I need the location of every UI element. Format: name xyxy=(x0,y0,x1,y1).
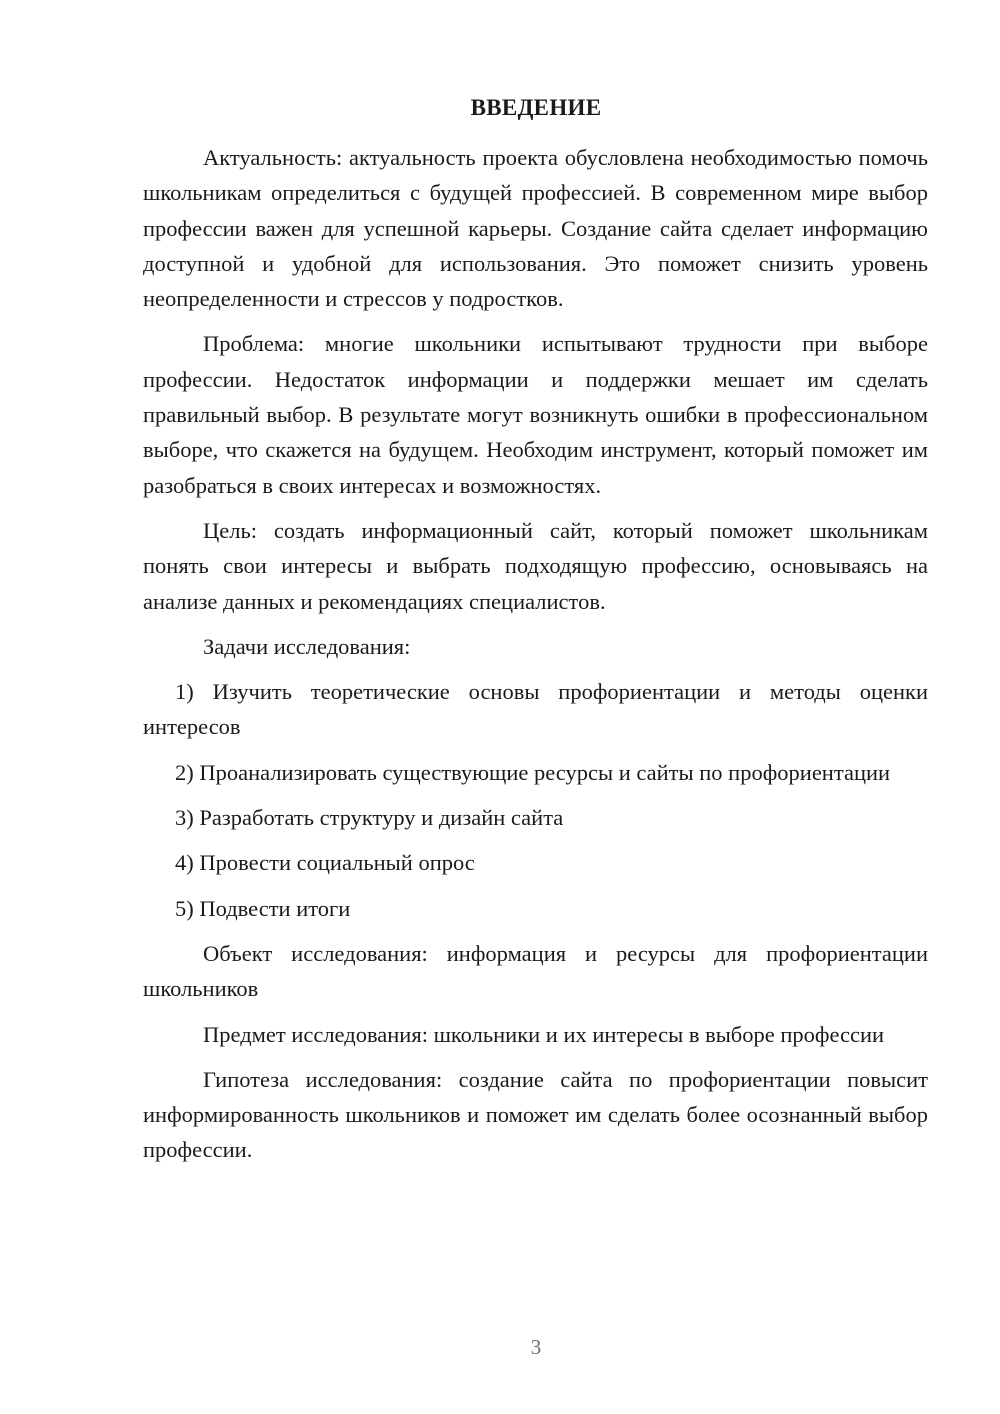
problem-paragraph: Проблема: многие школьники испытывают трудности при выборе профессии. Недостаток информации и поддержки мешает им сделать правильный выбор. В результате могут возникнуть ошибки в профессиональном выборе, что скажется на будущем. Необходим инструмент, который поможет им разобраться в своих интересах и возможностях. xyxy=(143,331,928,498)
goal-paragraph: Цель: создать информационный сайт, который поможет школьникам понять свои интересы и выбрать подходящую профессию, основываясь на анализе данных и рекомендациях специалистов. xyxy=(143,517,928,614)
tasks-heading: Задачи исследования: xyxy=(203,633,411,659)
task-item: 1) Изучить теоретические основы профориентации и методы оценки интересов xyxy=(143,679,928,740)
object-paragraph: Объект исследования: информация и ресурсы для профориентации школьников xyxy=(143,940,928,1002)
page-number: 3 xyxy=(530,1335,542,1359)
task-item: 5) Подвести итоги xyxy=(175,895,351,921)
subject-paragraph: Предмет исследования: школьники и их интересы в выборе профессии xyxy=(203,1021,885,1047)
relevance-paragraph: Актуальность: актуальность проекта обусловлена необходимостью помочь школьникам определиться с будущей профессией. В современном мире выбор профессии важен для успешной карьеры. Создание сайта сделает информацию доступной и удобной для использования. Это поможет снизить уровень неопределенности и стрессов у подростков. xyxy=(143,145,928,312)
hypothesis-paragraph: Гипотеза исследования: создание сайта по профориентации повысит информированность школьников и поможет им сделать более осознанный выбор профессии. xyxy=(143,1066,928,1163)
task-item: 4) Провести социальный опрос xyxy=(175,850,475,876)
page-title: ВВЕДЕНИЕ xyxy=(470,95,602,120)
task-item: 3) Разработать структуру и дизайн сайта xyxy=(175,805,564,831)
document-body xyxy=(143,140,928,1178)
task-item: 2) Проанализировать существующие ресурсы и сайты по профориентации xyxy=(175,759,891,785)
